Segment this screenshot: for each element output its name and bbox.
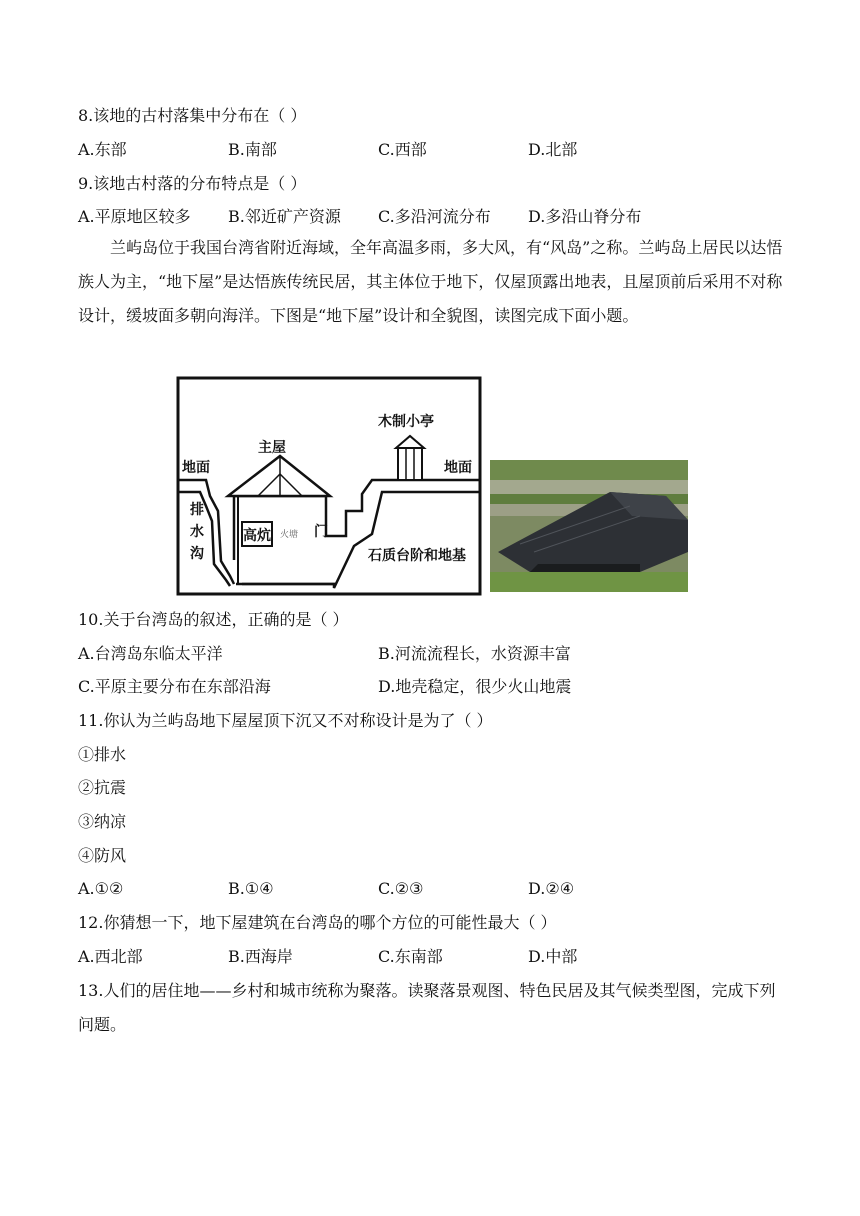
option-b: B.西海岸 [228,947,293,966]
fire-pit-label: 火塘 [280,530,299,540]
passage-text: 兰屿岛位于我国台湾省附近海域，全年高温多雨，多大风，有“风岛”之称。兰屿岛上居民以达悟族人为主，“地下屋”是达悟族传统民居，其主体位于地下，仅屋顶露出地表，且屋顶前后采用不对称设计，缓坡面多朝向海洋。下图是“地下屋”设计和全貌图，读图完成下面小题。 [78,238,783,325]
option-a: A.西北部 [78,947,143,966]
option-a: A.平原地区较多 [78,207,191,226]
option-b: B.邻近矿产资源 [228,207,341,226]
question-11-item-2: ②抗震 [78,778,127,797]
roof-shadow [530,564,640,572]
drain-label-1: 排 [190,502,204,518]
question-12-stem: 12.你猜想一下，地下屋建筑在台湾岛的哪个方位的可能性最大（ ） [78,913,557,932]
option-c: C.西部 [378,140,427,159]
option-b: B.河流流程长，水资源丰富 [378,644,571,663]
option-a: A.东部 [78,140,127,159]
question-13-stem: 13.人们的居住地——乡村和城市统称为聚落。读聚落景观图、特色民居及其气候类型图，完成下列问题。 [78,981,776,1034]
option-c: C.②③ [378,879,424,898]
option-d: D.中部 [528,947,578,966]
door-label: 门 [314,524,328,540]
pavilion-label: 木制小亭 [378,414,434,430]
question-11-item-1: ①排水 [78,745,127,764]
option-a: A.台湾岛东临太平洋 [78,644,223,663]
option-d: D.北部 [528,140,578,159]
ground-left-label: 地面 [182,460,210,476]
terrace-top [490,460,688,480]
option-d: D.②④ [528,879,575,898]
pavilion-body [398,448,422,480]
question-10-stem: 10.关于台湾岛的叙述，正确的是（ ） [78,610,349,629]
main-house-label: 主屋 [258,440,286,456]
grass-foreground [490,572,688,592]
drain-label-2: 水 [190,524,204,540]
option-c: C.多沿河流分布 [378,207,491,226]
drain-label-3: 沟 [190,546,204,562]
terrace-stone [490,480,688,494]
underground-house-diagram [176,376,482,596]
option-d: D.多沿山脊分布 [528,207,642,226]
steps-label: 石质台阶和地基 [368,548,466,564]
underground-house-photo [490,460,688,592]
question-8-stem: 8.该地的古村落集中分布在（ ） [78,106,307,125]
option-c: C.平原主要分布在东部沿海 [78,677,271,696]
question-11-stem: 11.你认为兰屿岛地下屋屋顶下沉又不对称设计是为了（ ） [78,711,493,730]
option-d: D.地壳稳定，很少火山地震 [378,677,572,696]
question-9-stem: 9.该地古村落的分布特点是（ ） [78,174,307,193]
option-b: B.南部 [228,140,277,159]
option-c: C.东南部 [378,947,443,966]
ground-right-label: 地面 [444,460,472,476]
question-11-item-4: ④防风 [78,846,127,865]
bed-label: 高炕 [243,528,271,544]
option-a: A.①② [78,879,124,898]
option-b: B.①④ [228,879,274,898]
question-11-item-3: ③纳凉 [78,812,127,831]
